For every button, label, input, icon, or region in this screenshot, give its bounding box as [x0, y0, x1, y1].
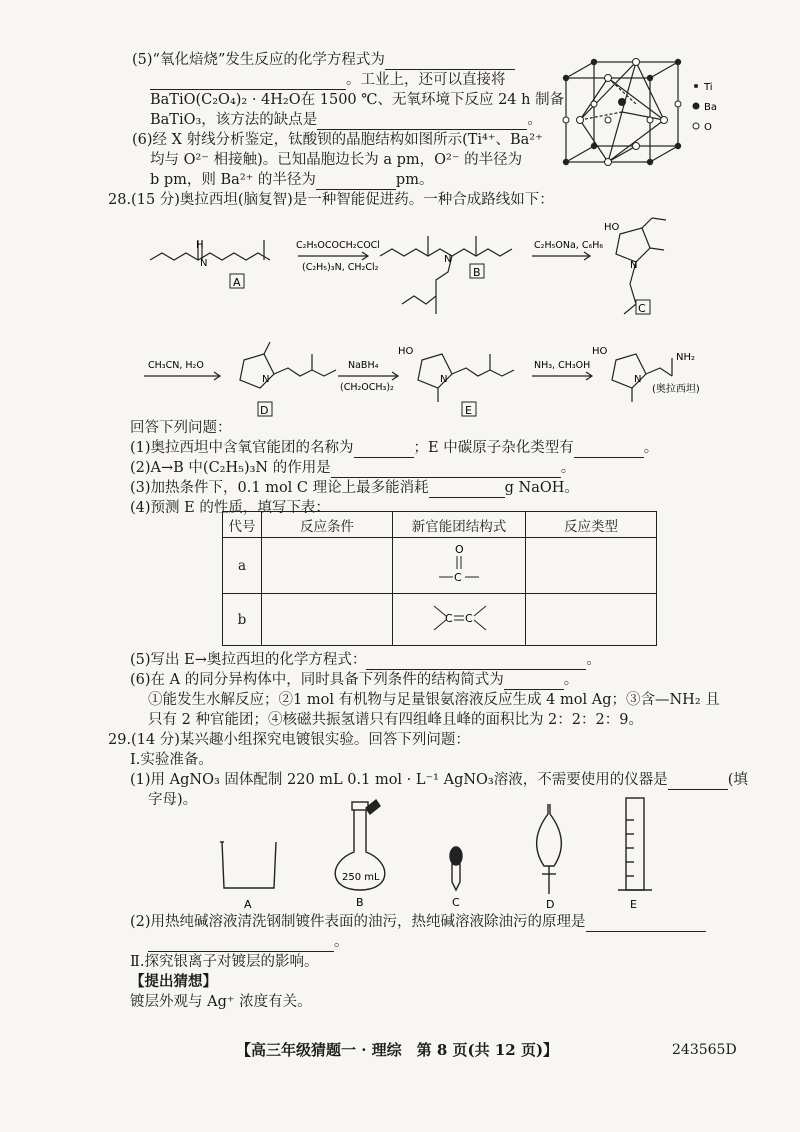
carbonyl-structure: [393, 538, 526, 594]
reagent-bc-top: C₂H₅ONa, C₆H₆: [534, 240, 604, 251]
synthesis-route-row2: [140, 330, 720, 420]
q29-part2: Ⅱ.探究银离子对镀层的影响。: [130, 954, 319, 970]
answer-cell[interactable]: [526, 594, 657, 646]
q29-q2-line2: 。: [148, 932, 349, 952]
q29-header: 29.(14 分)某兴趣小组探究电镀银实验。回答下列问题：: [108, 732, 470, 748]
atom-ho: HO: [398, 346, 414, 357]
alkene-icon: [424, 598, 494, 638]
atom-ho: HO: [604, 222, 620, 233]
answer-cell[interactable]: [526, 538, 657, 594]
q28-header: 28.(15 分)奥拉西坦(脑复智)是一种智能促进药。一种合成路线如下：: [108, 192, 554, 208]
answer-blank[interactable]: [504, 673, 564, 690]
atom-n: N: [262, 374, 270, 385]
svg-text:C: C: [465, 611, 473, 625]
svg-text:C: C: [454, 570, 462, 584]
label-b: B: [473, 266, 481, 279]
label-a: A: [244, 898, 252, 911]
atom-h: H: [196, 240, 204, 251]
q28-q5: (5)写出 E→奥拉西坦的化学方程式： 。: [130, 652, 601, 668]
q27-p6-line1: (6)经 X 射线分析鉴定，钛酸钡的晶胞结构如图所示(Ti⁴⁺、Ba²⁺: [132, 132, 543, 148]
label-d: D: [260, 404, 269, 417]
answer-blank[interactable]: [574, 441, 644, 458]
table-header: 反应条件: [262, 512, 393, 538]
dropper-icon: [452, 864, 460, 890]
doc-code: 243565D: [672, 1042, 737, 1058]
q27-p5-line1: (5)“氧化焙烧”发生反应的化学方程式为: [132, 50, 515, 70]
q27-p5-line2: 。工业上，还可以直接将: [150, 70, 506, 90]
q29-q1-line2: 字母)。: [148, 792, 198, 808]
label-b: B: [356, 896, 364, 909]
svg-text:C: C: [445, 611, 453, 625]
q28-q2: (2)A→B 中(C₂H₅)₃N 的作用是 。: [130, 460, 576, 476]
q27-p6-line3: b pm，则 Ba²⁺ 的半径为 pm。: [150, 172, 434, 188]
reagent-de-bottom: (CH₂OCH₃)₂: [340, 382, 394, 393]
alkene-structure: [393, 594, 526, 646]
table-header: 反应类型: [526, 512, 657, 538]
atom-n: N: [440, 374, 448, 385]
answer-blank[interactable]: [148, 935, 334, 952]
q28-q1: (1)奥拉西坦中含氧官能团的名称为 ；E 中碳原子杂化类型有 。: [130, 440, 659, 456]
q27-p5-line3: BaTiO(C₂O₄)₂ · 4H₂O在 1500 ℃、无氧环境下反应 24 h 制备: [150, 92, 565, 108]
q28-q6-line2: ①能发生水解反应；②1 mol 有机物与足量银氨溶液反应生成 4 mol Ag；③含—NH₂ 且: [148, 692, 720, 708]
q29-hypothesis-text: 镀层外观与 Ag⁺ 浓度有关。: [130, 994, 312, 1010]
answer-blank[interactable]: [331, 461, 561, 478]
legend-ba: Ba: [704, 102, 717, 113]
answer-blank[interactable]: [150, 73, 346, 90]
answer-cell[interactable]: [262, 538, 393, 594]
flask-label: 250 mL: [342, 872, 380, 883]
q29-part1: Ⅰ.实验准备。: [130, 752, 213, 768]
label-a: A: [233, 276, 241, 289]
label-c: C: [452, 896, 460, 909]
legend-ti: Ti: [704, 82, 713, 93]
separatory-funnel-icon: [537, 804, 561, 866]
table-header: 代号: [223, 512, 262, 538]
atom-n: N: [200, 258, 208, 269]
answer-blank[interactable]: [354, 441, 414, 458]
atom-n: N: [444, 254, 452, 265]
q28-prompt: 回答下列问题：: [130, 420, 232, 436]
legend-o: O: [704, 122, 712, 133]
answer-cell[interactable]: [262, 594, 393, 646]
label-e: E: [630, 898, 637, 911]
q28-q3: (3)加热条件下，0.1 mol C 理论上最多能消耗 g NaOH。: [130, 480, 579, 496]
q29-q2-line1: (2)用热纯碱溶液清洗钢制镀件表面的油污，热纯碱溶液除油污的原理是: [130, 912, 706, 932]
table-row: [223, 538, 657, 594]
answer-blank[interactable]: [586, 915, 706, 932]
apparatus-figure: [210, 790, 670, 920]
answer-blank[interactable]: [366, 653, 586, 670]
table-row: [223, 594, 657, 646]
crystal-cell-figure: [556, 50, 726, 170]
reagent-ef-top: NH₃, CH₃OH: [534, 360, 591, 371]
q29-hypothesis-title: 【提出猜想】: [130, 973, 217, 990]
q29-q1-line1: (1)用 AgNO₃ 固体配制 220 mL 0.1 mol · L⁻¹ AgNO₃溶液，不需要使用的仪器是 (填: [130, 772, 748, 788]
label-e: E: [465, 404, 472, 417]
synthesis-route-row1: [130, 210, 670, 330]
answer-blank[interactable]: [385, 53, 515, 70]
answer-blank[interactable]: [316, 173, 396, 190]
atom-n: N: [634, 374, 642, 385]
page-footer: 【高三年级猜题一 · 理综 第 8 页(共 12 页)】: [236, 1041, 559, 1059]
reagent-de-top: NaBH₄: [348, 360, 379, 371]
q28-q4: (4)预测 E 的性质，填写下表：: [130, 500, 330, 516]
q27-p5-line4: BaTiO₃，该方法的缺点是 。: [150, 112, 542, 128]
atom-ho: HO: [592, 346, 608, 357]
atom-nh2: NH₂: [676, 352, 696, 363]
properties-table: [222, 511, 657, 646]
svg-text:O: O: [455, 542, 464, 556]
answer-blank[interactable]: [668, 773, 728, 790]
row-code: a: [223, 538, 262, 594]
answer-blank[interactable]: [429, 481, 505, 498]
beaker-icon: [222, 842, 276, 888]
atom-n: N: [630, 260, 638, 271]
carbonyl-icon: [429, 541, 489, 587]
label-d: D: [546, 898, 555, 911]
reagent-ab-top: C₂H₅OCOCH₂COCl: [296, 240, 380, 251]
table-header: 新官能团结构式: [393, 512, 526, 538]
label-c: C: [638, 302, 646, 315]
q28-q6-line1: (6)在 A 的同分异构体中，同时具备下列条件的结构简式为 。: [130, 672, 579, 688]
row-code: b: [223, 594, 262, 646]
q28-q6-line3: 只有 2 种官能团；④核磁共振氢谱只有四组峰且峰的面积比为 2：2：2：9。: [148, 712, 643, 728]
reagent-ab-bottom: (C₂H₅)₃N, CH₂Cl₂: [302, 262, 379, 273]
label-product: (奥拉西坦): [652, 384, 700, 395]
reagent-cd-top: CH₃CN, H₂O: [148, 360, 204, 371]
q27-p6-line2: 均与 O²⁻ 相接触)。已知晶胞边长为 a pm，O²⁻ 的半径为: [150, 152, 523, 168]
answer-blank[interactable]: [317, 113, 527, 130]
